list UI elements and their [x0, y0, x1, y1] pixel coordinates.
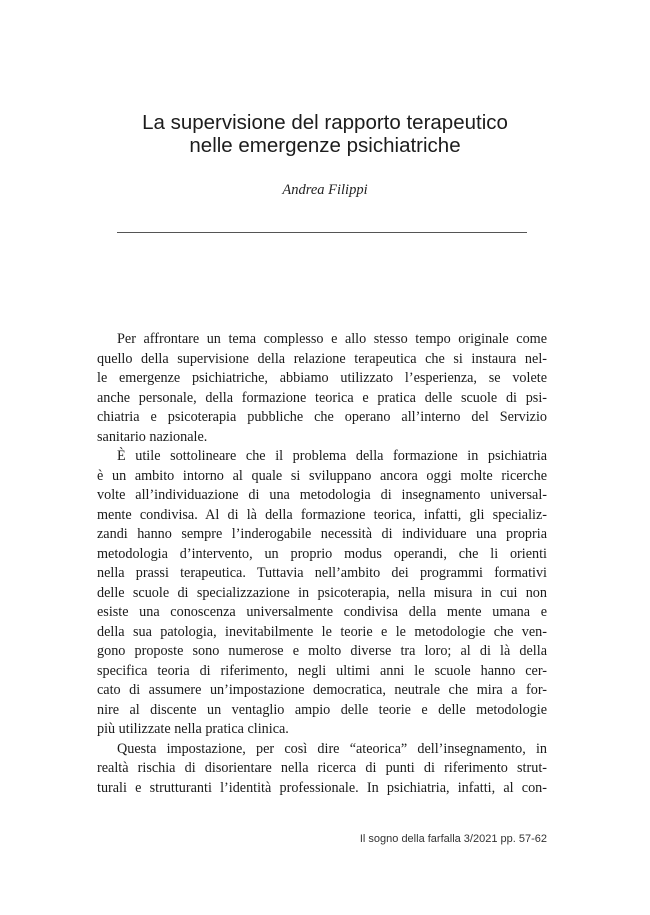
body-line: specifica teoria di riferimento, negli ultimi anni le scuole hanno cer-: [97, 662, 547, 679]
body-line: sanitario nazionale.: [97, 428, 208, 445]
body-line: le emergenze psichiatriche, abbiamo utilizzato l’esperienza, se volete: [97, 370, 547, 386]
body-line: nella prassi terapeutica. Tuttavia nell’ambito dei programmi formativi: [97, 565, 547, 581]
body-line: quello della supervisione della relazione terapeutica che si instaura nel-: [97, 350, 547, 367]
body-line: zandi hanno sempre l’inderogabile necessità di individuare una propria: [97, 526, 547, 542]
body-line: metodologia d’intervento, un proprio modus operandi, che li orienti: [97, 545, 547, 562]
body-line: chiatria e psicoterapia pubbliche che operano all’interno del Servizio: [97, 409, 547, 425]
body-line: cato di assumere un’impostazione democratica, neutrale che mira a for-: [97, 682, 547, 698]
page-footer-citation: Il sogno della farfalla 3/2021 pp. 57-62: [359, 833, 547, 845]
body-line: anche personale, della formazione teorica e pratica delle scuole di psi-: [97, 389, 547, 406]
body-line: mente condivisa. Al di là della formazione teorica, infatti, gli specializ-: [97, 506, 547, 523]
body-line: della sua patologia, inevitabilmente le teorie e le metodologie che ven-: [97, 623, 547, 640]
body-line: Per affrontare un tema complesso e allo stesso tempo originale come: [117, 331, 547, 347]
body-line: è un ambito intorno al quale si sviluppano ancora oggi molte ricerche: [97, 467, 547, 484]
title-divider: [117, 232, 527, 233]
body-line: esiste una conoscenza universalmente condivisa della mente umana e: [97, 604, 547, 620]
body-line: turali e strutturanti l’identità professionale. In psichiatria, infatti, al con-: [97, 779, 547, 796]
title-line-2: nelle emergenze psichiatriche: [189, 134, 461, 157]
body-line: più utilizzate nella pratica clinica.: [97, 721, 289, 737]
body-line: Questa impostazione, per così dire “ateorica” dell’insegnamento, in: [117, 740, 547, 757]
article-title: [0, 111, 650, 157]
article-body: [97, 330, 547, 798]
body-line: È utile sottolineare che il problema della formazione in psichiatria: [117, 448, 547, 464]
body-line: gono proposte sono numerose e molto diverse tra loro; al di là della: [97, 643, 547, 659]
author-name: Andrea Filippi: [282, 182, 368, 198]
title-line-1: La supervisione del rapporto terapeutico: [142, 111, 508, 134]
body-line: delle scuole di specializzazione in psicoterapia, nella misura in cui non: [97, 584, 547, 601]
body-line: volte all’individuazione di una metodologia di insegnamento universal-: [97, 487, 547, 503]
body-line: nire al discente un ventaglio ampio delle teorie e delle metodologie: [97, 701, 547, 718]
body-line: realtà rischia di disorientare nella ricerca di punti di riferimento strut-: [97, 760, 547, 776]
